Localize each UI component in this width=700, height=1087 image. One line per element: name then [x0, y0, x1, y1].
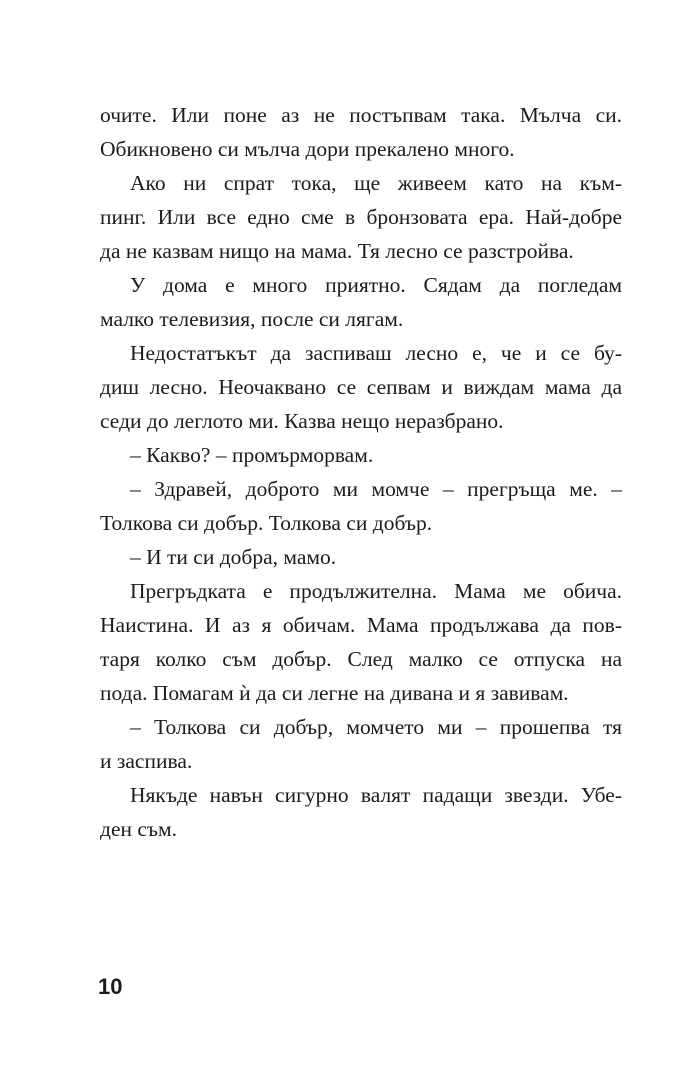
- text-line: Обикновено си мълча дори прекалено много.: [100, 137, 515, 161]
- text-line: Толкова си добър. Толкова си добър.: [100, 511, 433, 535]
- text-line: пода. Помагам ѝ да си легне на дивана и я завивам.: [100, 681, 569, 705]
- text-line: да не казвам нищо на мама. Тя лесно се разстройва.: [100, 239, 574, 263]
- text-line: таря колко съм добър. След малко се отпуска на: [100, 647, 622, 671]
- text-line: – Толкова си добър, момчето ми – прошепва тя: [130, 715, 622, 739]
- text-line: Прегръдката е продължителна. Мама ме обича.: [130, 579, 622, 603]
- text-line: и заспива.: [100, 749, 193, 773]
- text-line: – Здравей, доброто ми момче – прегръща ме. –: [130, 477, 622, 501]
- text-line: Недостатъкът да заспиваш лесно е, че и се бу-: [130, 341, 622, 365]
- text-line: – Какво? – промърморвам.: [130, 443, 374, 467]
- text-line: Ако ни спрат тока, ще живеем като на към-: [130, 171, 622, 195]
- text-line: У дома е много приятно. Сядам да погледам: [130, 273, 622, 297]
- text-line: очите. Или поне аз не постъпвам така. Мълча си.: [100, 103, 622, 127]
- text-line: пинг. Или все едно сме в бронзовата ера. Най-добре: [100, 205, 622, 229]
- body-text: [100, 98, 622, 846]
- text-line: Наистина. И аз я обичам. Мама продължава да пов-: [100, 613, 622, 637]
- text-line: седи до леглото ми. Казва нещо неразбрано.: [100, 409, 504, 433]
- text-line: – И ти си добра, мамо.: [130, 545, 337, 569]
- text-line: диш лесно. Неочаквано се сепвам и виждам мама да: [100, 375, 622, 399]
- text-line: ден съм.: [100, 817, 178, 841]
- text-line: Някъде навън сигурно валят падащи звезди. Убе-: [130, 783, 622, 807]
- text-line: малко телевизия, после си лягам.: [100, 307, 404, 331]
- page-number: 10: [98, 974, 123, 999]
